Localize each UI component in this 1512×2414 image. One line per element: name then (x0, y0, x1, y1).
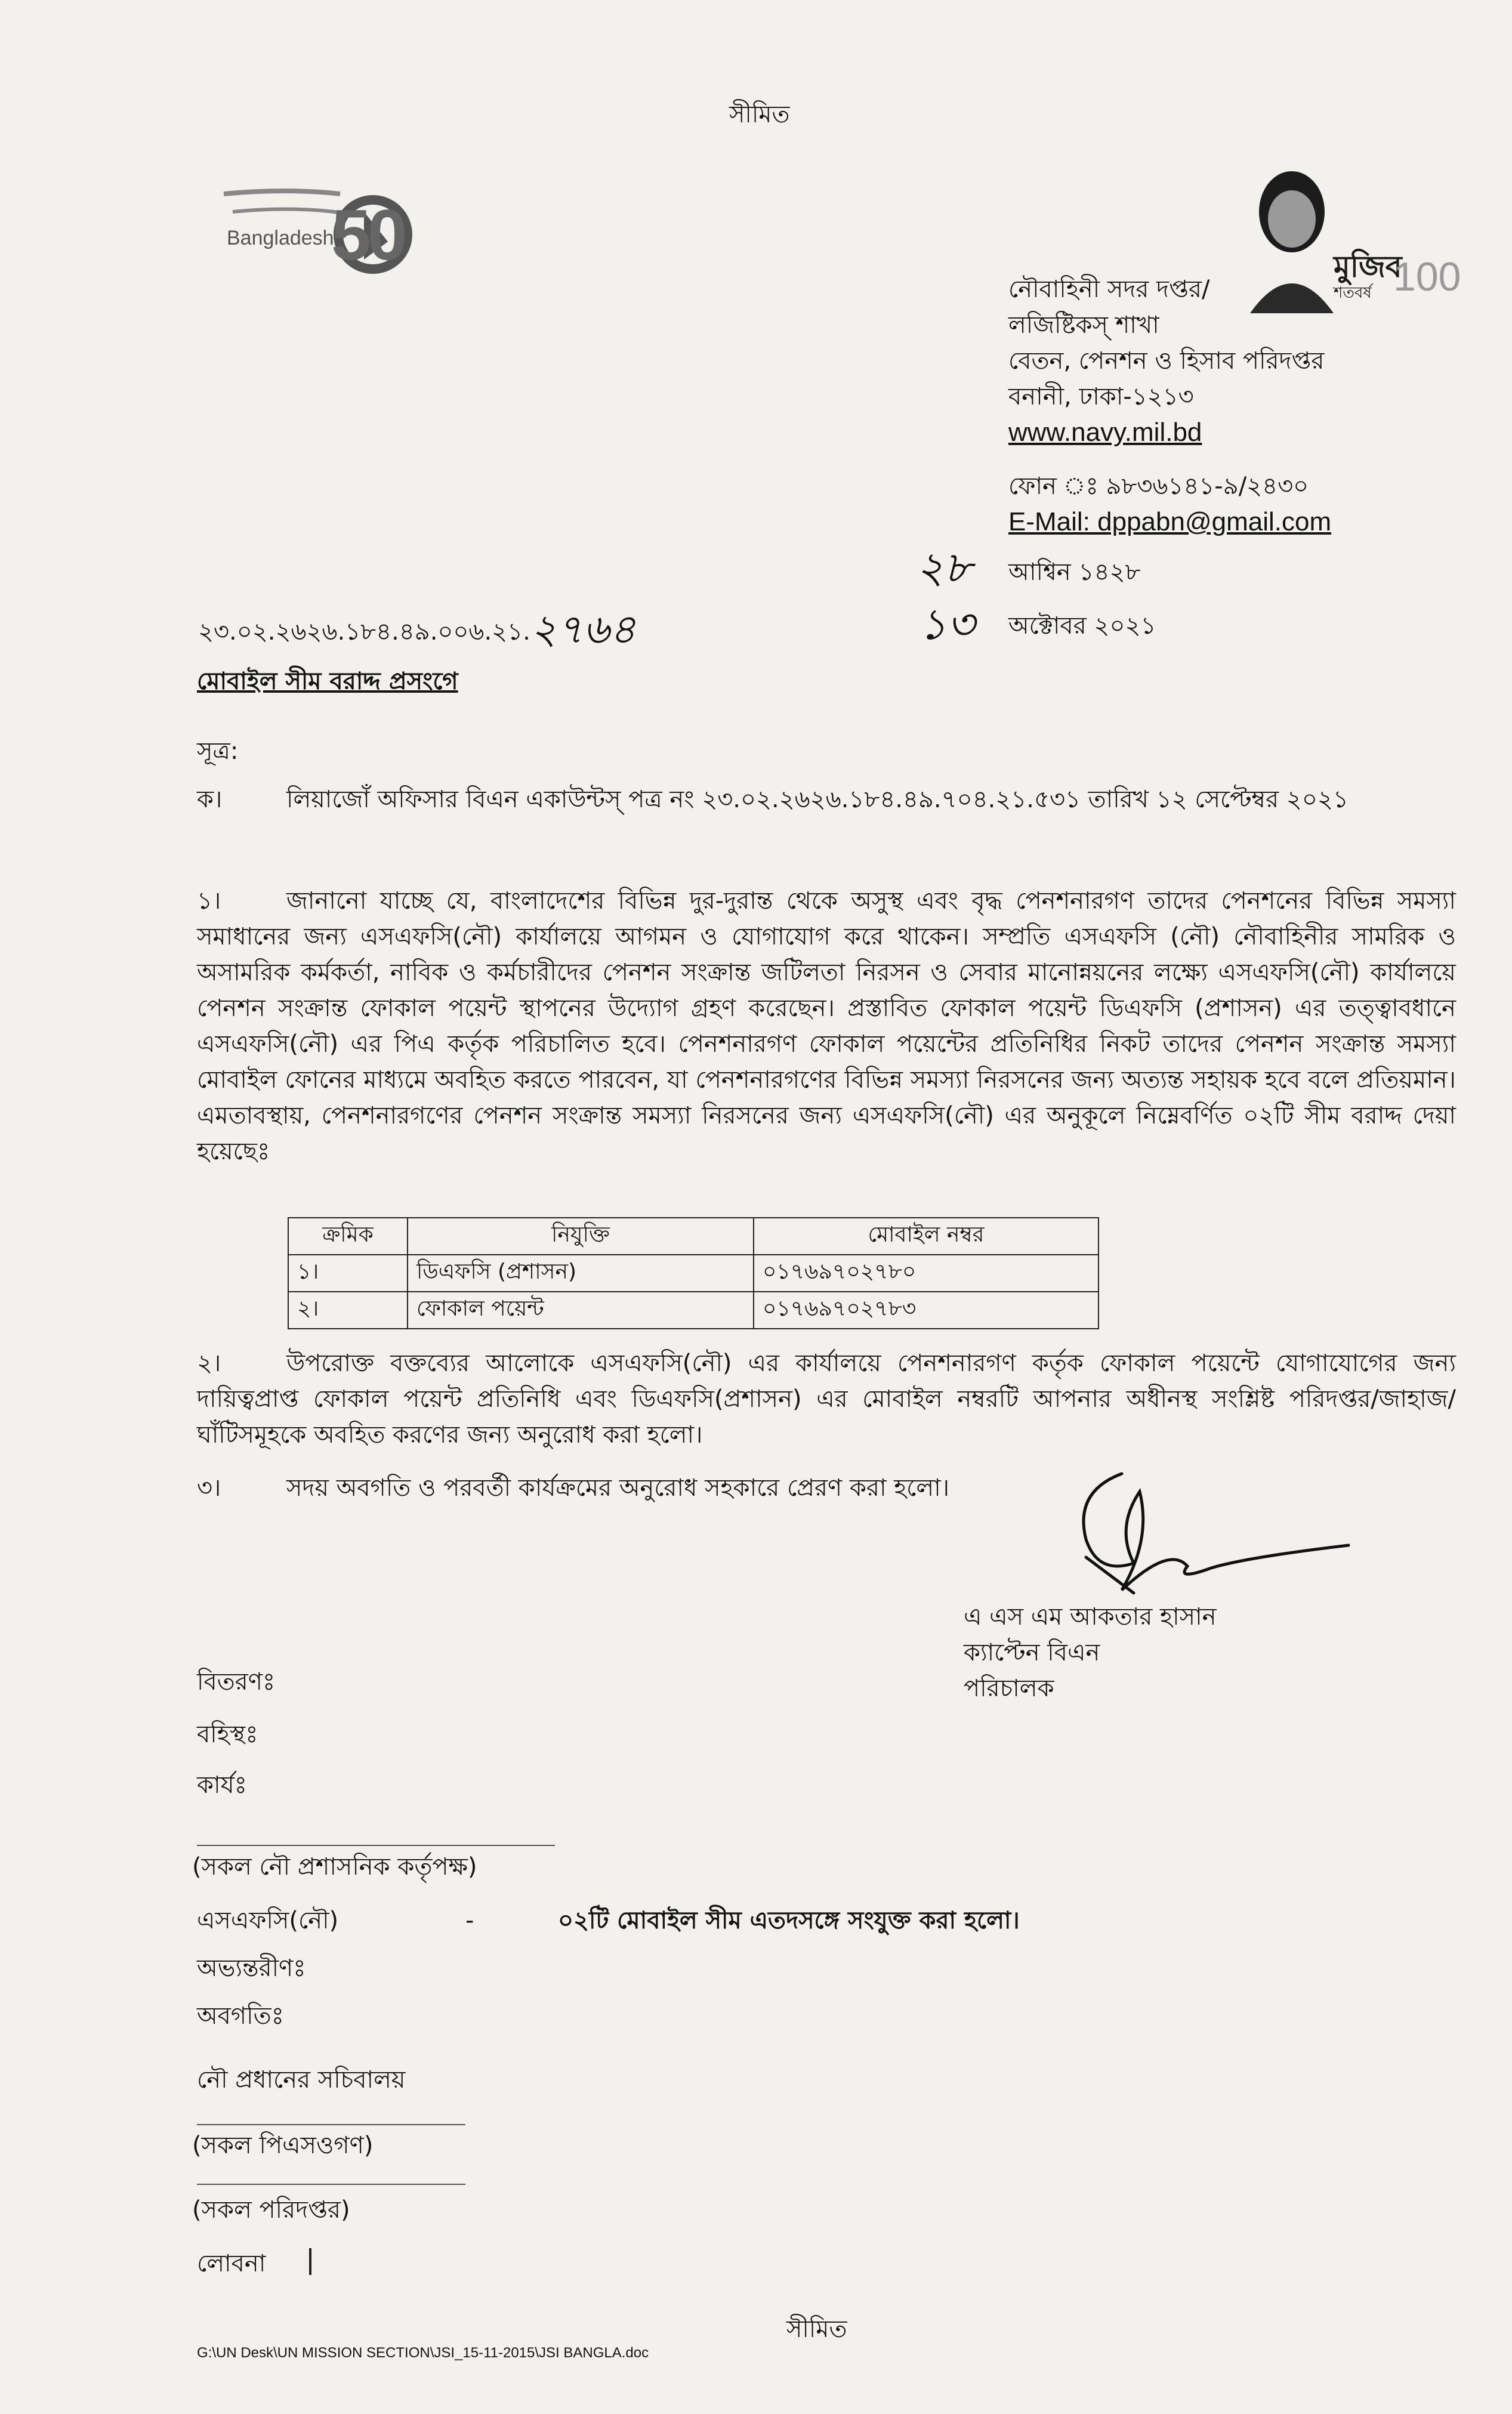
paragraph-3 (197, 1474, 949, 1502)
sfc-name: এসএফসি(নৌ) (197, 1907, 339, 1934)
reference-item-text: লিয়াজোঁ অফিসার বিএন একাউন্টস্ পত্র নং ২৩.০২.২৬২৬.১৮৪.৪৯.৭০৪.২১.৫৩১ তারিখ ১২ সেপ্টেম্বর ২০২১ (286, 786, 1349, 813)
table-header: নিযুক্তি (408, 1218, 754, 1255)
table-cell: ডিএফসি (প্রশাসন) (408, 1255, 754, 1292)
paragraph-number: ৩। (197, 1474, 221, 1502)
logo-mujib-sub: শতবর্ষ (1334, 284, 1372, 302)
table-header: মোবাইল নম্বর (754, 1218, 1098, 1255)
signatory-rank: ক্যাপ্টেন বিএন (964, 1639, 1100, 1666)
office-address-block (1008, 271, 1331, 540)
subject: মোবাইল সীম বরাদ্দ প্রসংগে (197, 668, 458, 695)
signatory-block (964, 1599, 1217, 1706)
distribution-heading: বিতরণঃ (197, 1668, 276, 1696)
secretariat: নৌ প্রধানের সচিবালয় (197, 2066, 406, 2094)
office-line: নৌবাহিনী সদর দপ্তর/ (1008, 276, 1210, 303)
english-day-handwritten: ১৩ (919, 599, 975, 649)
all-directorates: (সকল পরিদপ্তর) (192, 2196, 350, 2224)
logo-50-number: 50 (331, 195, 404, 275)
paragraph-text: জানানো যাচ্ছে যে, বাংলাদেশের বিভিন্ন দুর-দুরান্ত থেকে অসুস্থ এবং বৃদ্ধ পেনশনারগণ তাদের পেনশনের বিভিন্ন সমস্যা সমাধানের জন্য এসএফসি(নৌ) কার্যালয়ে আগমন ও যোগাযোগ করে থাকেন। সম্প্রতি এসএফসি (নৌ) নৌবাহিনীর সামরিক ও অসামরিক কর্মকর্তা, নাবিক ও কর্মচারীদের পেনশন সংক্রান্ত জটিলতা নিরসন ও সেবার মানোন্নয়নের লক্ষ্যে এসএফসি(নৌ) কার্যালয়ে পেনশন সংক্রান্ত ফোকাল পয়েন্ট স্থাপনের উদ্যোগ গ্রহণ করেছেন। প্রস্তাবিত ফোকাল পয়েন্ট ডিএফসি (প্রশাসন) এর তত্ত্বাবধানে এসএফসি(নৌ) এর পিএ কর্তৃক পরিচালিত হবে। পেনশনারগণ ফোকাল পয়েন্টের প্রতিনিধির নিকট তাদের পেনশন সংক্রান্ত সমস্যা মোবাইল ফোনের মাধ্যমে অবহিত করতে পারবেন, যা পেনশনারগণের বিভিন্ন সমস্যা নিরসনের জন্য অত্যন্ত সহায়ক হবে বলে প্রতিয়মান। এমতাবস্থায়, পেনশনারগণের পেনশন সংক্রান্ত সমস্যা নিরসনের জন্য এসএফসি(নৌ) এর অনুকূলে নিম্নেবর্ণিত ০২টি সীম বরাদ্দ দেয়া হয়েছেঃ (197, 887, 1456, 1165)
memo-number-printed: ২৩.০২.২৬২৬.১৮৪.৪৯.০০৬.২১. (198, 618, 530, 646)
bangla-day-handwritten: ২৮ (916, 542, 972, 592)
footer-file-path: G:\UN Desk\UN MISSION SECTION\JSI_15-11-2015\JSI BANGLA.doc (197, 2345, 649, 2361)
table-cell: ১। (288, 1255, 408, 1292)
signatory-name: এ এস এম আকতার হাসান (964, 1603, 1217, 1631)
all-admin-authorities: (সকল নৌ প্রশাসনিক কর্তৃপক্ষ) (192, 1853, 477, 1881)
internal-label: অভ্যন্তরীণঃ (197, 1955, 306, 1982)
table-row (288, 1292, 1098, 1329)
divider (197, 2184, 465, 2185)
divider (197, 2124, 465, 2125)
memo-number (198, 606, 636, 653)
bangladesh-50-logo (215, 170, 442, 295)
classification-bottom: সীমিত (786, 2316, 847, 2343)
website-link[interactable]: www.navy.mil.bd (1008, 418, 1202, 447)
paragraph-1 (197, 883, 1456, 1169)
signature (1050, 1456, 1360, 1611)
paragraph-2 (197, 1345, 1456, 1453)
table-cell: ০১৭৬৯৭০২৭৮৩ (754, 1292, 1098, 1329)
bangla-date: আশ্বিন ১৪২৮ (1008, 558, 1141, 586)
signatory-designation: পরিচালক (964, 1675, 1054, 1702)
logo-100-number: 100 (1393, 254, 1461, 300)
english-date: অক্টোবর ২০২১ (1008, 612, 1156, 640)
reference-item-number: ক। (197, 786, 223, 813)
table-cell: ফোকাল পয়েন্ট (408, 1292, 754, 1329)
table-header: ক্রমিক (288, 1218, 408, 1255)
info-label: অবগতিঃ (197, 2002, 284, 2030)
table-row (288, 1255, 1098, 1292)
paragraph-text: সদয় অবগতি ও পরবর্তী কার্যক্রমের অনুরোধ সহকারে প্রেরণ করা হলো। (286, 1474, 950, 1502)
phone-number: ফোন ঃ ৯৮৩৬১৪১-৯/২৪৩০ (1008, 473, 1309, 500)
paragraph-number: ১। (197, 887, 221, 915)
sfc-dash: - (465, 1907, 474, 1934)
lobona: লোবনা (197, 2250, 266, 2277)
sim-allocation-table (288, 1217, 1099, 1329)
classification-top: সীমিত (729, 101, 790, 128)
table-cell: ০১৭৬৯৭০২৭৮০ (754, 1255, 1098, 1292)
external-label: বহিস্থঃ (197, 1721, 258, 1748)
logo-mujib-text: মুজিব (1334, 249, 1402, 284)
reference-item (197, 782, 1456, 817)
divider (197, 1845, 555, 1846)
all-psos: (সকল পিএসওগণ) (192, 2132, 374, 2159)
paragraph-number: ২। (197, 1350, 221, 1377)
reference-label: সূত্র: (197, 737, 239, 765)
paragraph-text: উপরোক্ত বক্তব্যের আলোকে এসএফসি(নৌ) এর কার্যালয়ে পেনশনারগণ কর্তৃক ফোকাল পয়েন্টে যোগাযোগের জন্য দায়িত্বপ্রাপ্ত ফোকাল পয়েন্ট প্রতিনিধি এবং ডিএফসি(প্রশাসন) এর মোবাইল নম্বরটি আপনার অধীনস্থ সংশ্লিষ্ট পরিদপ্তর/জাহাজ/ঘাঁটিসমূহকে অবহিত করণের জন্য অনুরোধ করা হলো। (197, 1350, 1456, 1449)
office-line: বনানী, ঢাকা-১২১৩ (1008, 383, 1194, 410)
logo-bangladesh-text: Bangladesh (227, 227, 334, 249)
memo-number-handwritten: ২৭৬৪ (530, 606, 636, 653)
email-link[interactable]: E-Mail: dppabn@gmail.com (1008, 507, 1332, 536)
office-line: লজিষ্টিকস্ শাখা (1008, 311, 1159, 339)
pen-mark (309, 2248, 311, 2275)
table-cell: ২। (288, 1292, 408, 1329)
action-label: কার্যঃ (197, 1771, 247, 1799)
office-line: বেতন, পেনশন ও হিসাব পরিদপ্তর (1008, 347, 1325, 375)
table-header-row (288, 1218, 1098, 1255)
sfc-note: ০২টি মোবাইল সীম এতদসঙ্গে সংযুক্ত করা হলো। (558, 1907, 1020, 1934)
